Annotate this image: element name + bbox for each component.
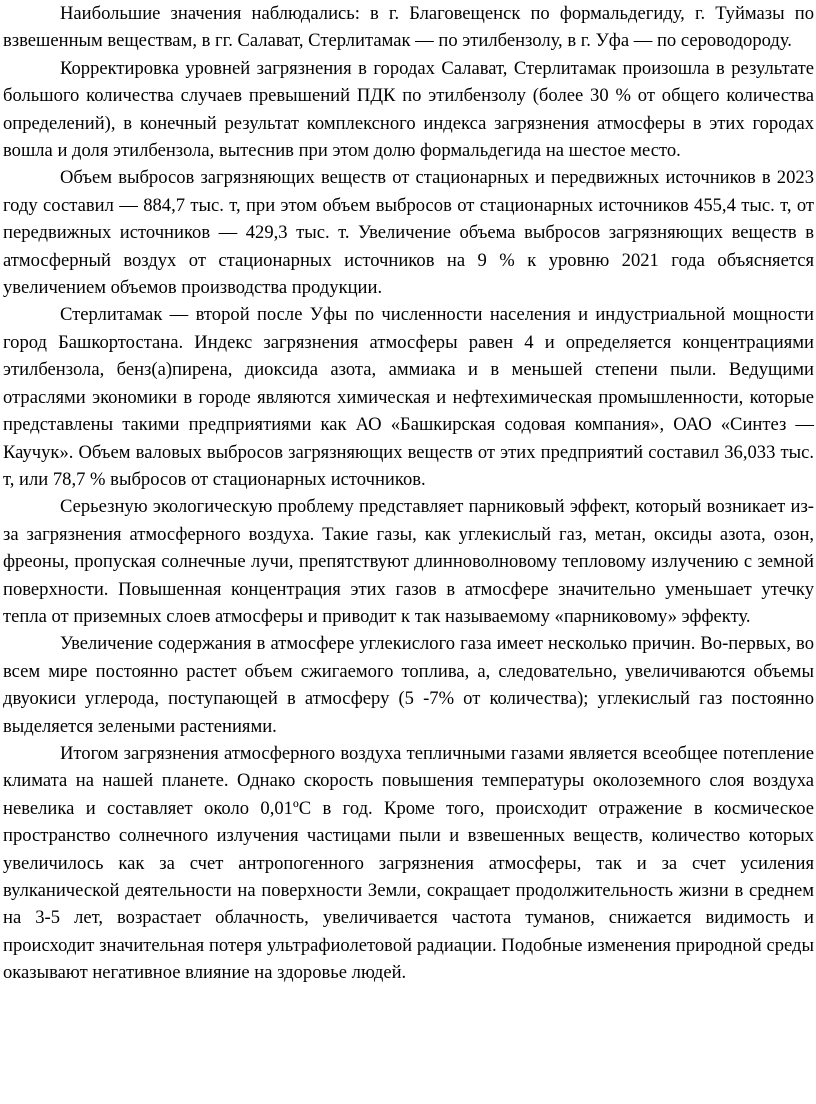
paragraph-emissions-volume: Объем выбросов загрязняющих веществ от стационарных и передвижных источников в 2023 году составил — 884,7 тыс. т, при этом объем выбросов от стационарных источников 455,4 тыс. т, от передвижных источников — 429,3 тыс. т. Увеличение объема выбросов загрязняющих веществ в атмосферный воздух от стационарных источников на 9 % к уровню 2021 года объясняется увеличением объемов производства продукции. (3, 167, 814, 299)
paragraph-max-values: Наибольшие значения наблюдались: в г. Благовещенск по формальдегиду, г. Туймазы по взвешенным веществам, в гг. Салават, Стерлитамак — по этилбензолу, в г. Уфа — по сероводороду. (3, 3, 814, 52)
paragraph-greenhouse-effect: Серьезную экологическую проблему представляет парниковый эффект, который возникает из-за загрязнения атмосферного воздуха. Такие газы, как углекислый газ, метан, оксиды азота, озон, фреоны, пропуская солнечные лучи, препятствуют длинноволновому тепловому излучению с земной поверхности. Повышенная концентрация этих газов в атмосфере значительно уменьшает утечку тепла от приземных слоев атмосферы и приводит к так называемому «парниковому» эффекту. (3, 496, 814, 627)
paragraph-pollution-correction: Корректировка уровней загрязнения в городах Салават, Стерлитамак произошла в результате большого количества случаев превышений ПДК по этилбензолу (более 30 % от общего количества определений), в конечный результат комплексного индекса загрязнения атмосферы в этих городах вошла и доля этилбензола, вытеснив при этом долю формальдегида на шестое место. (3, 57, 814, 162)
paragraph-climate-warming: Итогом загрязнения атмосферного воздуха тепличными газами является всеобщее потепление климата на нашей планете. Однако скорость повышения температуры околоземного слоя воздуха невелика и составляет около 0,01ºС в год. Кроме того, происходит отражение в космическое пространство солнечного излучения частицами пыли и взвешенных веществ, количество которых увеличилось как за счет антропогенного загрязнения атмосферы, так и за счет усиления вулканической деятельности на поверхности Земли, сокращает продолжительность жизни в среднем на 3-5 лет, возрастает облачность, увеличивается частота туманов, снижается видимость и происходит значительная потеря ультрафиолетовой радиации. Подобные изменения природной среды оказывают негативное влияние на здоровье людей. (3, 742, 814, 984)
paragraph-co2-increase: Увеличение содержания в атмосфере углекислого газа имеет несколько причин. Во-первых, во всем мире постоянно растет объем сжигаемого топлива, а, следовательно, увеличиваются объемы двуокиси углерода, поступающей в атмосферу (5 -7% от количества); углекислый газ постоянно выделяется зелеными растениями. (3, 633, 814, 737)
paragraph-sterlitamak: Стерлитамак — второй после Уфы по численности населения и индустриальной мощности город Башкортостана. Индекс загрязнения атмосферы равен 4 и определяется концентрациями этилбензола, бенз(а)пирена, диоксида азота, аммиака и в меньшей степени пыли. Ведущими отраслями экономики в городе являются химическая и нефтехимическая промышленности, которые представлены такими предприятиями как АО «Башкирская содовая компания», ОАО «Синтез — Каучук». Объем валовых выбросов загрязняющих веществ от этих предприятий составил 36,033 тыс. т, или 78,7 % выбросов от стационарных источников. (3, 304, 814, 490)
